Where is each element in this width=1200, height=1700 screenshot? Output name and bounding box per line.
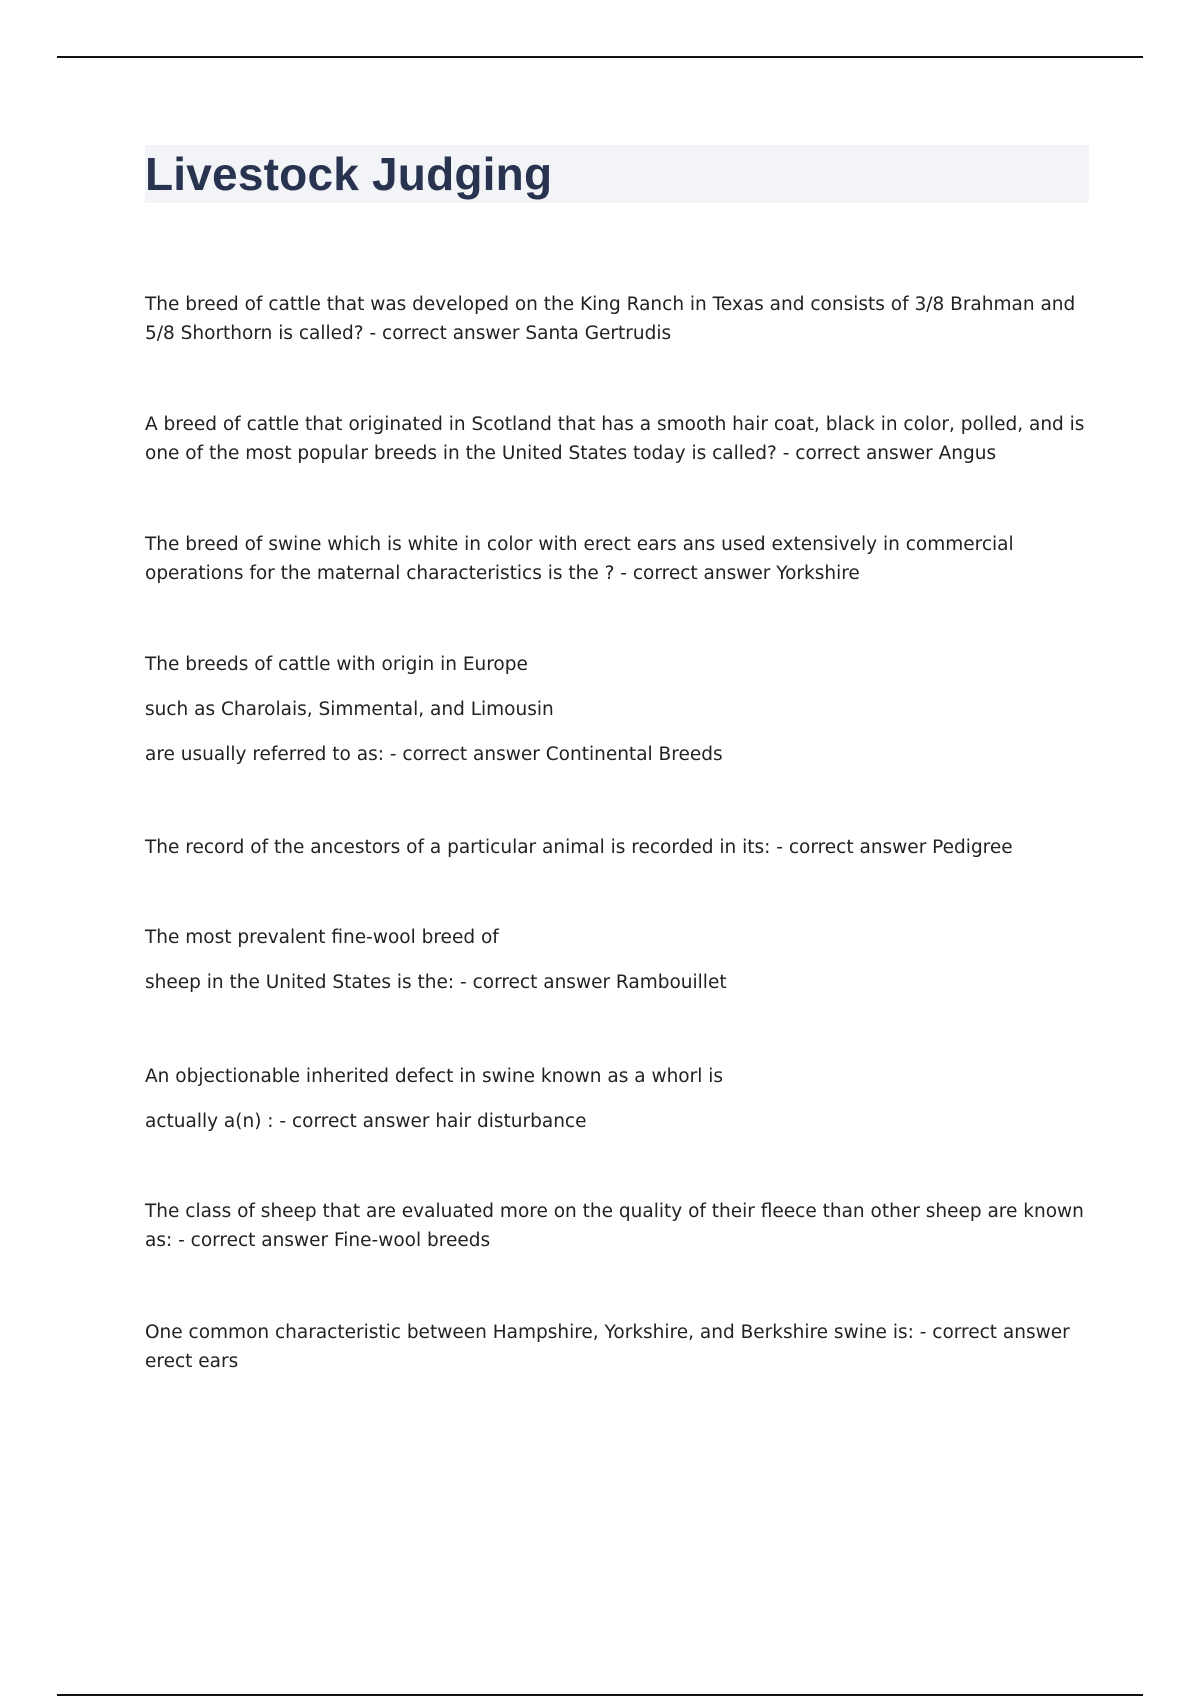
qa-text: actually a(n) : - correct answer hair disturbance [145, 1111, 587, 1132]
document-title: Livestock Judging [145, 148, 553, 200]
qa-text: The breed of swine which is white in color with erect ears ans used extensively in commercial operations for the maternal characteristics is the ? - correct answer Yorkshire [145, 534, 1014, 584]
qa-item [145, 923, 1090, 997]
qa-text: A breed of cattle that originated in Scotland that has a smooth hair coat, black in color, polled, and is one of the most popular breeds in the United States today is called? - correct answer Angus [145, 414, 1085, 464]
qa-text: The most prevalent fine-wool breed of [145, 927, 499, 948]
qa-text: The record of the ancestors of a particular animal is recorded in its: - correct answer Pedigree [145, 837, 1013, 858]
qa-item [145, 1318, 1090, 1376]
qa-item [145, 410, 1090, 468]
qa-text: sheep in the United States is the: - correct answer Rambouillet [145, 972, 727, 993]
qa-text: such as Charolais, Simmental, and Limousin [145, 699, 554, 720]
qa-item [145, 290, 1090, 348]
qa-item [145, 650, 1090, 769]
qa-item [145, 1197, 1090, 1255]
qa-item [145, 833, 1090, 862]
qa-text: The class of sheep that are evaluated more on the quality of their fleece than other sheep are known as: - correct answer Fine-wool breeds [145, 1201, 1084, 1251]
bottom-rule [57, 1694, 1143, 1696]
qa-text: are usually referred to as: - correct answer Continental Breeds [145, 744, 723, 765]
qa-item [145, 1062, 1090, 1136]
qa-text: One common characteristic between Hampshire, Yorkshire, and Berkshire swine is: - correct answer erect ears [145, 1322, 1070, 1372]
qa-text: An objectionable inherited defect in swine known as a whorl is [145, 1066, 724, 1087]
top-rule [57, 56, 1143, 58]
qa-text: The breeds of cattle with origin in Europe [145, 654, 528, 675]
qa-item [145, 530, 1090, 588]
qa-text: The breed of cattle that was developed on the King Ranch in Texas and consists of 3/8 Brahman and 5/8 Shorthorn is called? - correct answer Santa Gertrudis [145, 294, 1076, 344]
